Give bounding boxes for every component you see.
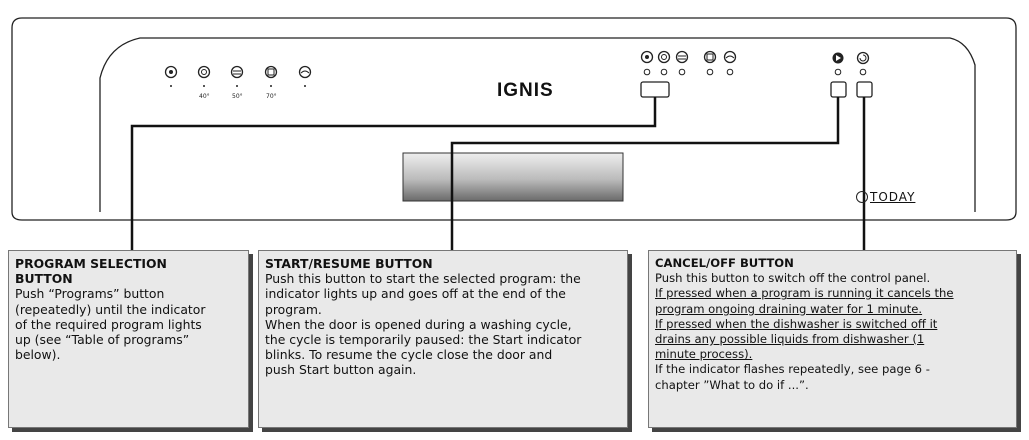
callout-line: Push this button to start the selected program: the (265, 271, 581, 287)
callout-line: indicator lights up and goes off at the end of the (265, 286, 566, 302)
callout-line-underlined: minute process). (655, 347, 753, 362)
program-selection-callout (8, 250, 249, 428)
callout-line: If the indicator flashes repeatedly, see page 6 - (655, 362, 930, 377)
callout-line: up (see “Table of programs” (15, 332, 190, 348)
callout-line: blinks. To resume the cycle close the door and (265, 347, 553, 363)
callout-line: Push “Programs” button (15, 286, 165, 302)
temp-label-40: 40° (199, 93, 210, 100)
callout-line: below). (15, 347, 61, 363)
callout-line: Push this button to switch off the control panel. (655, 271, 931, 286)
callout-line-underlined: program ongoing draining water for 1 minute. (655, 301, 923, 316)
callout-title: PROGRAM SELECTION (15, 256, 167, 271)
today-logo: TODAY (870, 190, 916, 204)
today-logo-ring (856, 191, 868, 203)
callout-line: of the required program lights (15, 316, 202, 332)
cancel-off-callout (648, 250, 1017, 428)
display-window (403, 153, 623, 201)
callout-line: program. (265, 301, 322, 317)
start-resume-callout (258, 250, 628, 428)
temp-label-50: 50° (232, 93, 243, 100)
program-selection-button[interactable] (641, 82, 669, 97)
callout-line: chapter ”What to do if ...”. (655, 377, 809, 392)
callout-line: the cycle is temporarily paused: the Start indicator (265, 332, 582, 348)
callout-line-underlined: drains any possible liquids from dishwasher (1 (655, 332, 925, 347)
callout-title-2: BUTTON (15, 271, 73, 287)
callout-line: When the door is opened during a washing cycle, (265, 316, 572, 332)
callout-line-underlined: If pressed when a program is running it cancels the (655, 286, 954, 301)
callout-title: START/RESUME BUTTON (265, 256, 433, 271)
callout-line: (repeatedly) until the indicator (15, 301, 206, 317)
cancel-off-button[interactable] (857, 82, 872, 97)
brand-logo: IGNIS (497, 80, 554, 101)
callout-line: push Start button again. (265, 362, 417, 378)
callout-line-underlined: If pressed when the dishwasher is switched off it (655, 316, 938, 331)
callout-title: CANCEL/OFF BUTTON (655, 256, 794, 270)
start-resume-button[interactable] (831, 82, 846, 97)
temp-label-70: 70° (266, 93, 277, 100)
